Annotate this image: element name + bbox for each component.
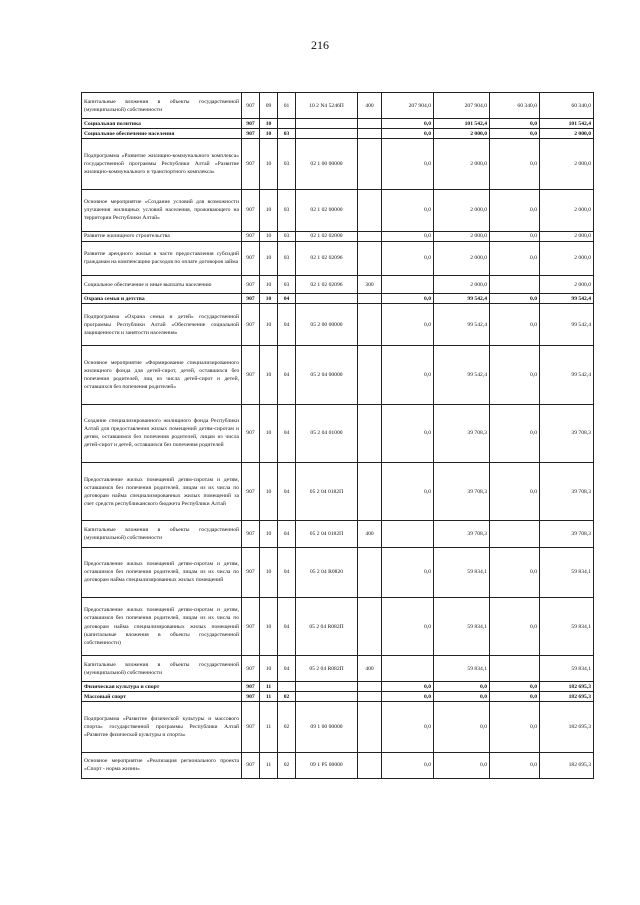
ministry-code: 907 (242, 346, 260, 404)
table-row (82, 656, 594, 682)
expense-type (358, 129, 382, 139)
amount-col-2: 2 000,0 (434, 189, 490, 231)
expense-type (358, 547, 382, 597)
amount-col-1: 0,0 (382, 231, 434, 241)
table-row (82, 119, 594, 129)
subsection-code: 02 (278, 702, 296, 752)
amount-col-2: 59 834,1 (434, 547, 490, 597)
table-row (82, 752, 594, 778)
ministry-code: 907 (242, 692, 260, 702)
amount-col-3: 0,0 (490, 682, 540, 692)
subsection-code: 04 (278, 547, 296, 597)
row-name: Капитальные вложения в объекты государственной (муниципальной) собственности (82, 656, 242, 682)
amount-col-1: 0,0 (382, 692, 434, 702)
amount-col-3: 0,0 (490, 404, 540, 462)
amount-col-1: 0,0 (382, 304, 434, 346)
ministry-code: 907 (242, 702, 260, 752)
amount-col-3 (490, 521, 540, 547)
target-article: 02 1 02 02000 (296, 231, 358, 241)
amount-col-3: 60 340,0 (490, 93, 540, 119)
ministry-code: 907 (242, 294, 260, 304)
amount-col-2: 99 542,4 (434, 304, 490, 346)
amount-col-3: 0,0 (490, 304, 540, 346)
ministry-code: 907 (242, 463, 260, 521)
row-name: Социальное обеспечение и иные выплаты населению (82, 276, 242, 294)
amount-col-2: 39 708,3 (434, 463, 490, 521)
amount-col-4: 2 000,0 (540, 139, 594, 189)
amount-col-4: 59 834,1 (540, 656, 594, 682)
target-article: 02 1 02 02096 (296, 276, 358, 294)
row-name: Основное мероприятие «Создание условий для возможности улучшения жилищных условий населения, проживающего на территории Республики Алтай» (82, 189, 242, 231)
amount-col-1: 0,0 (382, 597, 434, 655)
amount-col-3: 0,0 (490, 231, 540, 241)
subsection-code: 04 (278, 294, 296, 304)
ministry-code: 907 (242, 597, 260, 655)
amount-col-4: 2 000,0 (540, 129, 594, 139)
table-row (82, 702, 594, 752)
ministry-code: 907 (242, 93, 260, 119)
amount-col-2: 39 708,3 (434, 521, 490, 547)
amount-col-1: 0,0 (382, 139, 434, 189)
amount-col-2: 99 542,4 (434, 294, 490, 304)
subsection-code: 04 (278, 463, 296, 521)
amount-col-1: 0,0 (382, 129, 434, 139)
expense-type (358, 294, 382, 304)
row-name: Предоставление жилых помещений детям-сиротам и детям, оставшимся без попечения родителей, лицам из их числа по договорам найма специализированных жилых помещений (капитальные вложения в объекты государственной собственности) (82, 597, 242, 655)
section-code: 11 (260, 752, 278, 778)
target-article (296, 294, 358, 304)
amount-col-4: 39 708,3 (540, 521, 594, 547)
amount-col-1: 0,0 (382, 346, 434, 404)
row-name: Создание специализированного жилищного фонда Республики Алтай для предоставления жилых помещений детям-сиротам и детям, оставшимся без попечения родителей, лицам из числа детей-сирот и детей, оставшихся без попечения родителей (82, 404, 242, 462)
row-name: Подпрограмма «Охрана семьи и детей» государственной программы Республики Алтай «Обеспечение социальной защищенности и занятости населения» (82, 304, 242, 346)
amount-col-2: 0,0 (434, 702, 490, 752)
amount-col-1: 0,0 (382, 547, 434, 597)
expense-type (358, 682, 382, 692)
ministry-code: 907 (242, 521, 260, 547)
table-row (82, 93, 594, 119)
ministry-code: 907 (242, 276, 260, 294)
amount-col-2: 39 708,3 (434, 404, 490, 462)
amount-col-3: 0,0 (490, 189, 540, 231)
expense-type (358, 702, 382, 752)
amount-col-1 (382, 656, 434, 682)
amount-col-2: 59 834,1 (434, 597, 490, 655)
subsection-code: 03 (278, 129, 296, 139)
amount-col-4: 2 000,0 (540, 276, 594, 294)
amount-col-1: 0,0 (382, 294, 434, 304)
section-code: 10 (260, 547, 278, 597)
page-number: 216 (311, 38, 329, 52)
ministry-code: 907 (242, 139, 260, 189)
amount-col-4: 39 708,3 (540, 463, 594, 521)
expense-type (358, 404, 382, 462)
amount-col-1: 0,0 (382, 752, 434, 778)
row-name: Подпрограмма «Развитие жилищно-коммунального комплекса» государственной программы Республики Алтай «Развитие жилищно-коммунального и транспортного комплекса» (82, 139, 242, 189)
table-row (82, 692, 594, 702)
amount-col-3: 0,0 (490, 241, 540, 275)
amount-col-3: 0,0 (490, 129, 540, 139)
table-row (82, 294, 594, 304)
subsection-code: 04 (278, 521, 296, 547)
target-article: 05 2 04 0182П (296, 521, 358, 547)
section-code: 10 (260, 129, 278, 139)
expense-type (358, 692, 382, 702)
amount-col-1: 0,0 (382, 241, 434, 275)
amount-col-2: 2 000,0 (434, 241, 490, 275)
section-code: 10 (260, 463, 278, 521)
amount-col-1 (382, 276, 434, 294)
row-name: Охрана семьи и детства (82, 294, 242, 304)
table-row (82, 231, 594, 241)
amount-col-2: 0,0 (434, 752, 490, 778)
table-row (82, 241, 594, 275)
ministry-code: 907 (242, 241, 260, 275)
amount-col-2: 2 000,0 (434, 276, 490, 294)
amount-col-1: 0,0 (382, 702, 434, 752)
expense-type (358, 304, 382, 346)
table-row (82, 276, 594, 294)
amount-col-2: 2 000,0 (434, 231, 490, 241)
section-code: 11 (260, 702, 278, 752)
budget-table (81, 92, 594, 779)
table-row (82, 463, 594, 521)
amount-col-1: 0,0 (382, 119, 434, 129)
amount-col-4: 182 695,3 (540, 752, 594, 778)
expense-type (358, 597, 382, 655)
amount-col-2: 0,0 (434, 692, 490, 702)
target-article (296, 682, 358, 692)
amount-col-1: 0,0 (382, 404, 434, 462)
amount-col-1: 207 904,0 (382, 93, 434, 119)
section-code: 10 (260, 597, 278, 655)
subsection-code: 03 (278, 231, 296, 241)
amount-col-4: 99 542,4 (540, 346, 594, 404)
subsection-code: 04 (278, 597, 296, 655)
expense-type: 300 (358, 276, 382, 294)
table-row (82, 139, 594, 189)
amount-col-3 (490, 656, 540, 682)
amount-col-4: 182 695,3 (540, 692, 594, 702)
amount-col-2: 0,0 (434, 682, 490, 692)
amount-col-2: 99 542,4 (434, 346, 490, 404)
section-code: 10 (260, 241, 278, 275)
subsection-code: 04 (278, 656, 296, 682)
ministry-code: 907 (242, 189, 260, 231)
row-name: Физическая культура и спорт (82, 682, 242, 692)
expense-type (358, 189, 382, 231)
subsection-code: 03 (278, 189, 296, 231)
table-row (82, 547, 594, 597)
table-row (82, 129, 594, 139)
table-row (82, 682, 594, 692)
amount-col-2: 101 542,4 (434, 119, 490, 129)
target-article: 09 1 P5 00000 (296, 752, 358, 778)
subsection-code: 03 (278, 276, 296, 294)
amount-col-4: 2 000,0 (540, 241, 594, 275)
expense-type (358, 139, 382, 189)
amount-col-2: 2 000,0 (434, 139, 490, 189)
target-article (296, 692, 358, 702)
target-article (296, 129, 358, 139)
ministry-code: 907 (242, 304, 260, 346)
section-code: 10 (260, 276, 278, 294)
row-name: Предоставление жилых помещений детям-сиротам и детям, оставшимся без попечения родителей, лицам из их числа по договорам найма специализированных жилых помещений за счет средств республиканского бюджета Республики Алтай (82, 463, 242, 521)
subsection-code (278, 119, 296, 129)
expense-type: 400 (358, 93, 382, 119)
expense-type (358, 119, 382, 129)
subsection-code: 03 (278, 139, 296, 189)
amount-col-1: 0,0 (382, 463, 434, 521)
section-code: 10 (260, 119, 278, 129)
table-row (82, 346, 594, 404)
section-code: 10 (260, 294, 278, 304)
amount-col-3: 0,0 (490, 692, 540, 702)
subsection-code: 02 (278, 752, 296, 778)
amount-col-3: 0,0 (490, 119, 540, 129)
target-article: 02 1 00 00000 (296, 139, 358, 189)
row-name: Развитие арендного жилья в части предоставления субсидий гражданам на компенсацию расходов по оплате договоров займа (82, 241, 242, 275)
target-article: 05 2 04 01000 (296, 404, 358, 462)
section-code: 10 (260, 656, 278, 682)
target-article: 05 2 04 R082П (296, 656, 358, 682)
subsection-code: 04 (278, 346, 296, 404)
ministry-code: 907 (242, 129, 260, 139)
amount-col-4: 99 542,4 (540, 304, 594, 346)
amount-col-4: 182 695,3 (540, 702, 594, 752)
expense-type: 400 (358, 521, 382, 547)
amount-col-4: 2 000,0 (540, 231, 594, 241)
subsection-code: 03 (278, 241, 296, 275)
amount-col-1: 0,0 (382, 189, 434, 231)
expense-type (358, 346, 382, 404)
section-code: 10 (260, 139, 278, 189)
subsection-code: 04 (278, 304, 296, 346)
section-code: 10 (260, 346, 278, 404)
row-name: Основное мероприятие «Реализация регионального проекта «Спорт - норма жизни» (82, 752, 242, 778)
expense-type (358, 231, 382, 241)
target-article: 09 1 00 00000 (296, 702, 358, 752)
row-name: Основное мероприятие «Формирование специализированного жилищного фонда для детей-сирот, детей, оставшихся без попечения родителей, лиц из числа детей-сирот и детей, оставшихся без попечения родителей» (82, 346, 242, 404)
section-code: 11 (260, 692, 278, 702)
table-row (82, 597, 594, 655)
section-code: 09 (260, 93, 278, 119)
amount-col-4: 2 000,0 (540, 189, 594, 231)
expense-type (358, 752, 382, 778)
expense-type (358, 241, 382, 275)
amount-col-4: 60 340,0 (540, 93, 594, 119)
section-code: 10 (260, 404, 278, 462)
row-name: Массовый спорт (82, 692, 242, 702)
subsection-code: 01 (278, 93, 296, 119)
amount-col-3: 0,0 (490, 139, 540, 189)
ministry-code: 907 (242, 547, 260, 597)
table-row (82, 404, 594, 462)
target-article (296, 119, 358, 129)
amount-col-1: 0,0 (382, 682, 434, 692)
table-row (82, 189, 594, 231)
ministry-code: 907 (242, 682, 260, 692)
amount-col-3 (490, 276, 540, 294)
amount-col-4: 39 708,3 (540, 404, 594, 462)
subsection-code: 04 (278, 404, 296, 462)
section-code: 10 (260, 189, 278, 231)
amount-col-4: 99 542,4 (540, 294, 594, 304)
amount-col-4: 101 542,4 (540, 119, 594, 129)
amount-col-2: 207 904,0 (434, 93, 490, 119)
ministry-code: 907 (242, 231, 260, 241)
subsection-code: 02 (278, 692, 296, 702)
amount-col-3: 0,0 (490, 346, 540, 404)
row-name: Капитальные вложения в объекты государственной (муниципальной) собственности (82, 93, 242, 119)
amount-col-3: 0,0 (490, 597, 540, 655)
amount-col-4: 182 695,3 (540, 682, 594, 692)
ministry-code: 907 (242, 656, 260, 682)
amount-col-3: 0,0 (490, 463, 540, 521)
subsection-code (278, 682, 296, 692)
target-article: 05 2 04 0182П (296, 463, 358, 521)
ministry-code: 907 (242, 404, 260, 462)
amount-col-4: 59 834,1 (540, 547, 594, 597)
section-code: 11 (260, 682, 278, 692)
amount-col-3: 0,0 (490, 294, 540, 304)
target-article: 02 1 02 02096 (296, 241, 358, 275)
row-name: Социальное обеспечение населения (82, 129, 242, 139)
amount-col-3: 0,0 (490, 702, 540, 752)
expense-type (358, 463, 382, 521)
row-name: Предоставление жилых помещений детям-сиротам и детям, оставшимся без попечения родителей, лицам из их числа по договорам найма специализированных жилых помещений (82, 547, 242, 597)
target-article: 05 2 04 R082П (296, 597, 358, 655)
amount-col-3: 0,0 (490, 547, 540, 597)
row-name: Капитальные вложения в объекты государственной (муниципальной) собственности (82, 521, 242, 547)
amount-col-3: 0,0 (490, 752, 540, 778)
section-code: 10 (260, 521, 278, 547)
section-code: 10 (260, 304, 278, 346)
target-article: 10 2 N4 5246П (296, 93, 358, 119)
table-row (82, 521, 594, 547)
expense-type: 400 (358, 656, 382, 682)
target-article: 05 2 04 00000 (296, 346, 358, 404)
row-name: Подпрограмма «Развитие физической культуры и массового спорта» государственной программы Республики Алтай «Развитие физической культуры и спорта» (82, 702, 242, 752)
ministry-code: 907 (242, 119, 260, 129)
amount-col-1 (382, 521, 434, 547)
ministry-code: 907 (242, 752, 260, 778)
target-article: 02 1 02 00000 (296, 189, 358, 231)
row-name: Социальная политика (82, 119, 242, 129)
target-article: 05 2 00 00000 (296, 304, 358, 346)
table-row (82, 304, 594, 346)
section-code: 10 (260, 231, 278, 241)
amount-col-2: 59 834,1 (434, 656, 490, 682)
amount-col-2: 2 000,0 (434, 129, 490, 139)
target-article: 05 2 04 R0820 (296, 547, 358, 597)
row-name: Развитие жилищного строительства (82, 231, 242, 241)
amount-col-4: 59 834,1 (540, 597, 594, 655)
